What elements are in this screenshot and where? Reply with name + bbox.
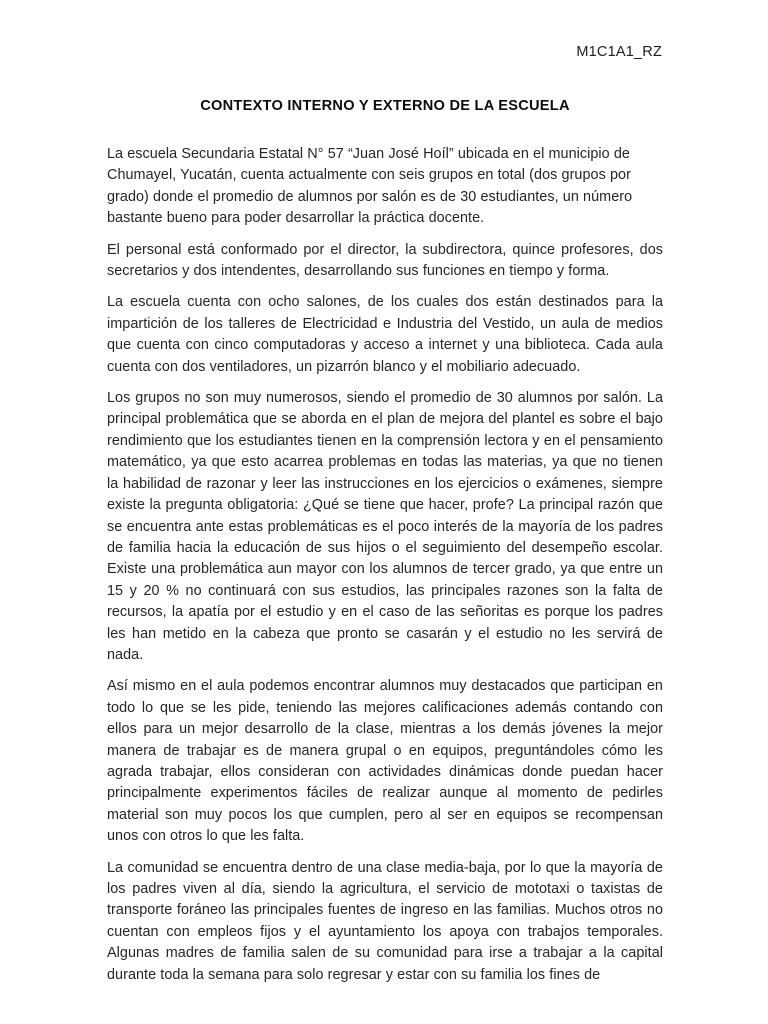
- paragraph: La comunidad se encuentra dentro de una clase media-baja, por lo que la mayoría de los padres viven al día, siendo la agricultura, el servicio de mototaxi o taxistas de transporte foráneo las principales fuentes de ingreso en las familias. Muchos otros no cuentan con empleos fijos y el ayuntamiento los apoya con trabajos temporales. Algunas madres de familia salen de su comunidad para irse a trabajar a la capital durante toda la semana para solo regresar y estar con su familia los fines de: [107, 859, 663, 983]
- document-body: [107, 144, 663, 986]
- page-title: CONTEXTO INTERNO Y EXTERNO DE LA ESCUELA: [200, 97, 570, 114]
- paragraph: Los grupos no son muy numerosos, siendo el promedio de 30 alumnos por salón. La principal problemática que se aborda en el plan de mejora del plantel es sobre el bajo rendimiento que los estudiantes tienen en la comprensión lectora y en el pensamiento matemático, ya que esto acarrea problemas en todas las materias, ya que no tienen la habilidad de razonar y leer las instrucciones en los ejercicios o exámenes, siempre existe la pregunta obligatoria: ¿Qué se tiene que hacer, profe? La principal razón que se encuentra ante estas problemáticas es el poco interés de la mayoría de los padres de familia hacia la educación de sus hijos o el seguimiento del desempeño escolar. Existe una problemática aun mayor con los alumnos de tercer grado, ya que entre un 15 y 20 % no continuará con sus estudios, las principales razones son la falta de recursos, la apatía por el estudio y en el caso de las señoritas es porque los padres les han metido en la cabeza que pronto se casarán y el estudio no les servirá de nada.: [107, 390, 663, 663]
- paragraph: El personal está conformado por el director, la subdirectora, quince profesores, dos secretarios y dos intendentes, desarrollando sus funciones en tiempo y forma.: [107, 241, 663, 280]
- page-header-code: M1C1A1_RZ: [576, 44, 662, 60]
- paragraph: La escuela Secundaria Estatal N° 57 “Juan José Hoíl” ubicada en el municipio de Chumayel, Yucatán, cuenta actualmente con seis grupos en total (dos grupos por grado) donde el promedio de alumnos por salón es de 30 estudiantes, un número bastante bueno para poder desarrollar la práctica docente.: [107, 146, 633, 227]
- paragraph: Así mismo en el aula podemos encontrar alumnos muy destacados que participan en todo lo que se les pide, teniendo las mejores calificaciones además contando con ellos para un mejor desarrollo de la clase, mientras a los demás jóvenes la mejor manera de trabajar es de manera grupal o en equipos, preguntándoles cómo les agrada trabajar, ellos consideran con actividades dinámicas donde puedan hacer principalmente experimentos fáciles de realizar aunque al momento de pedirles material son muy pocos los que cumplen, pero al ser en equipos se recompensan unos con otros lo que les falta.: [107, 678, 663, 845]
- paragraph: La escuela cuenta con ocho salones, de los cuales dos están destinados para la impartición de los talleres de Electricidad e Industria del Vestido, un aula de medios que cuenta con cinco computadoras y acceso a internet y una biblioteca. Cada aula cuenta con dos ventiladores, un pizarrón blanco y el mobiliario adecuado.: [107, 294, 663, 375]
